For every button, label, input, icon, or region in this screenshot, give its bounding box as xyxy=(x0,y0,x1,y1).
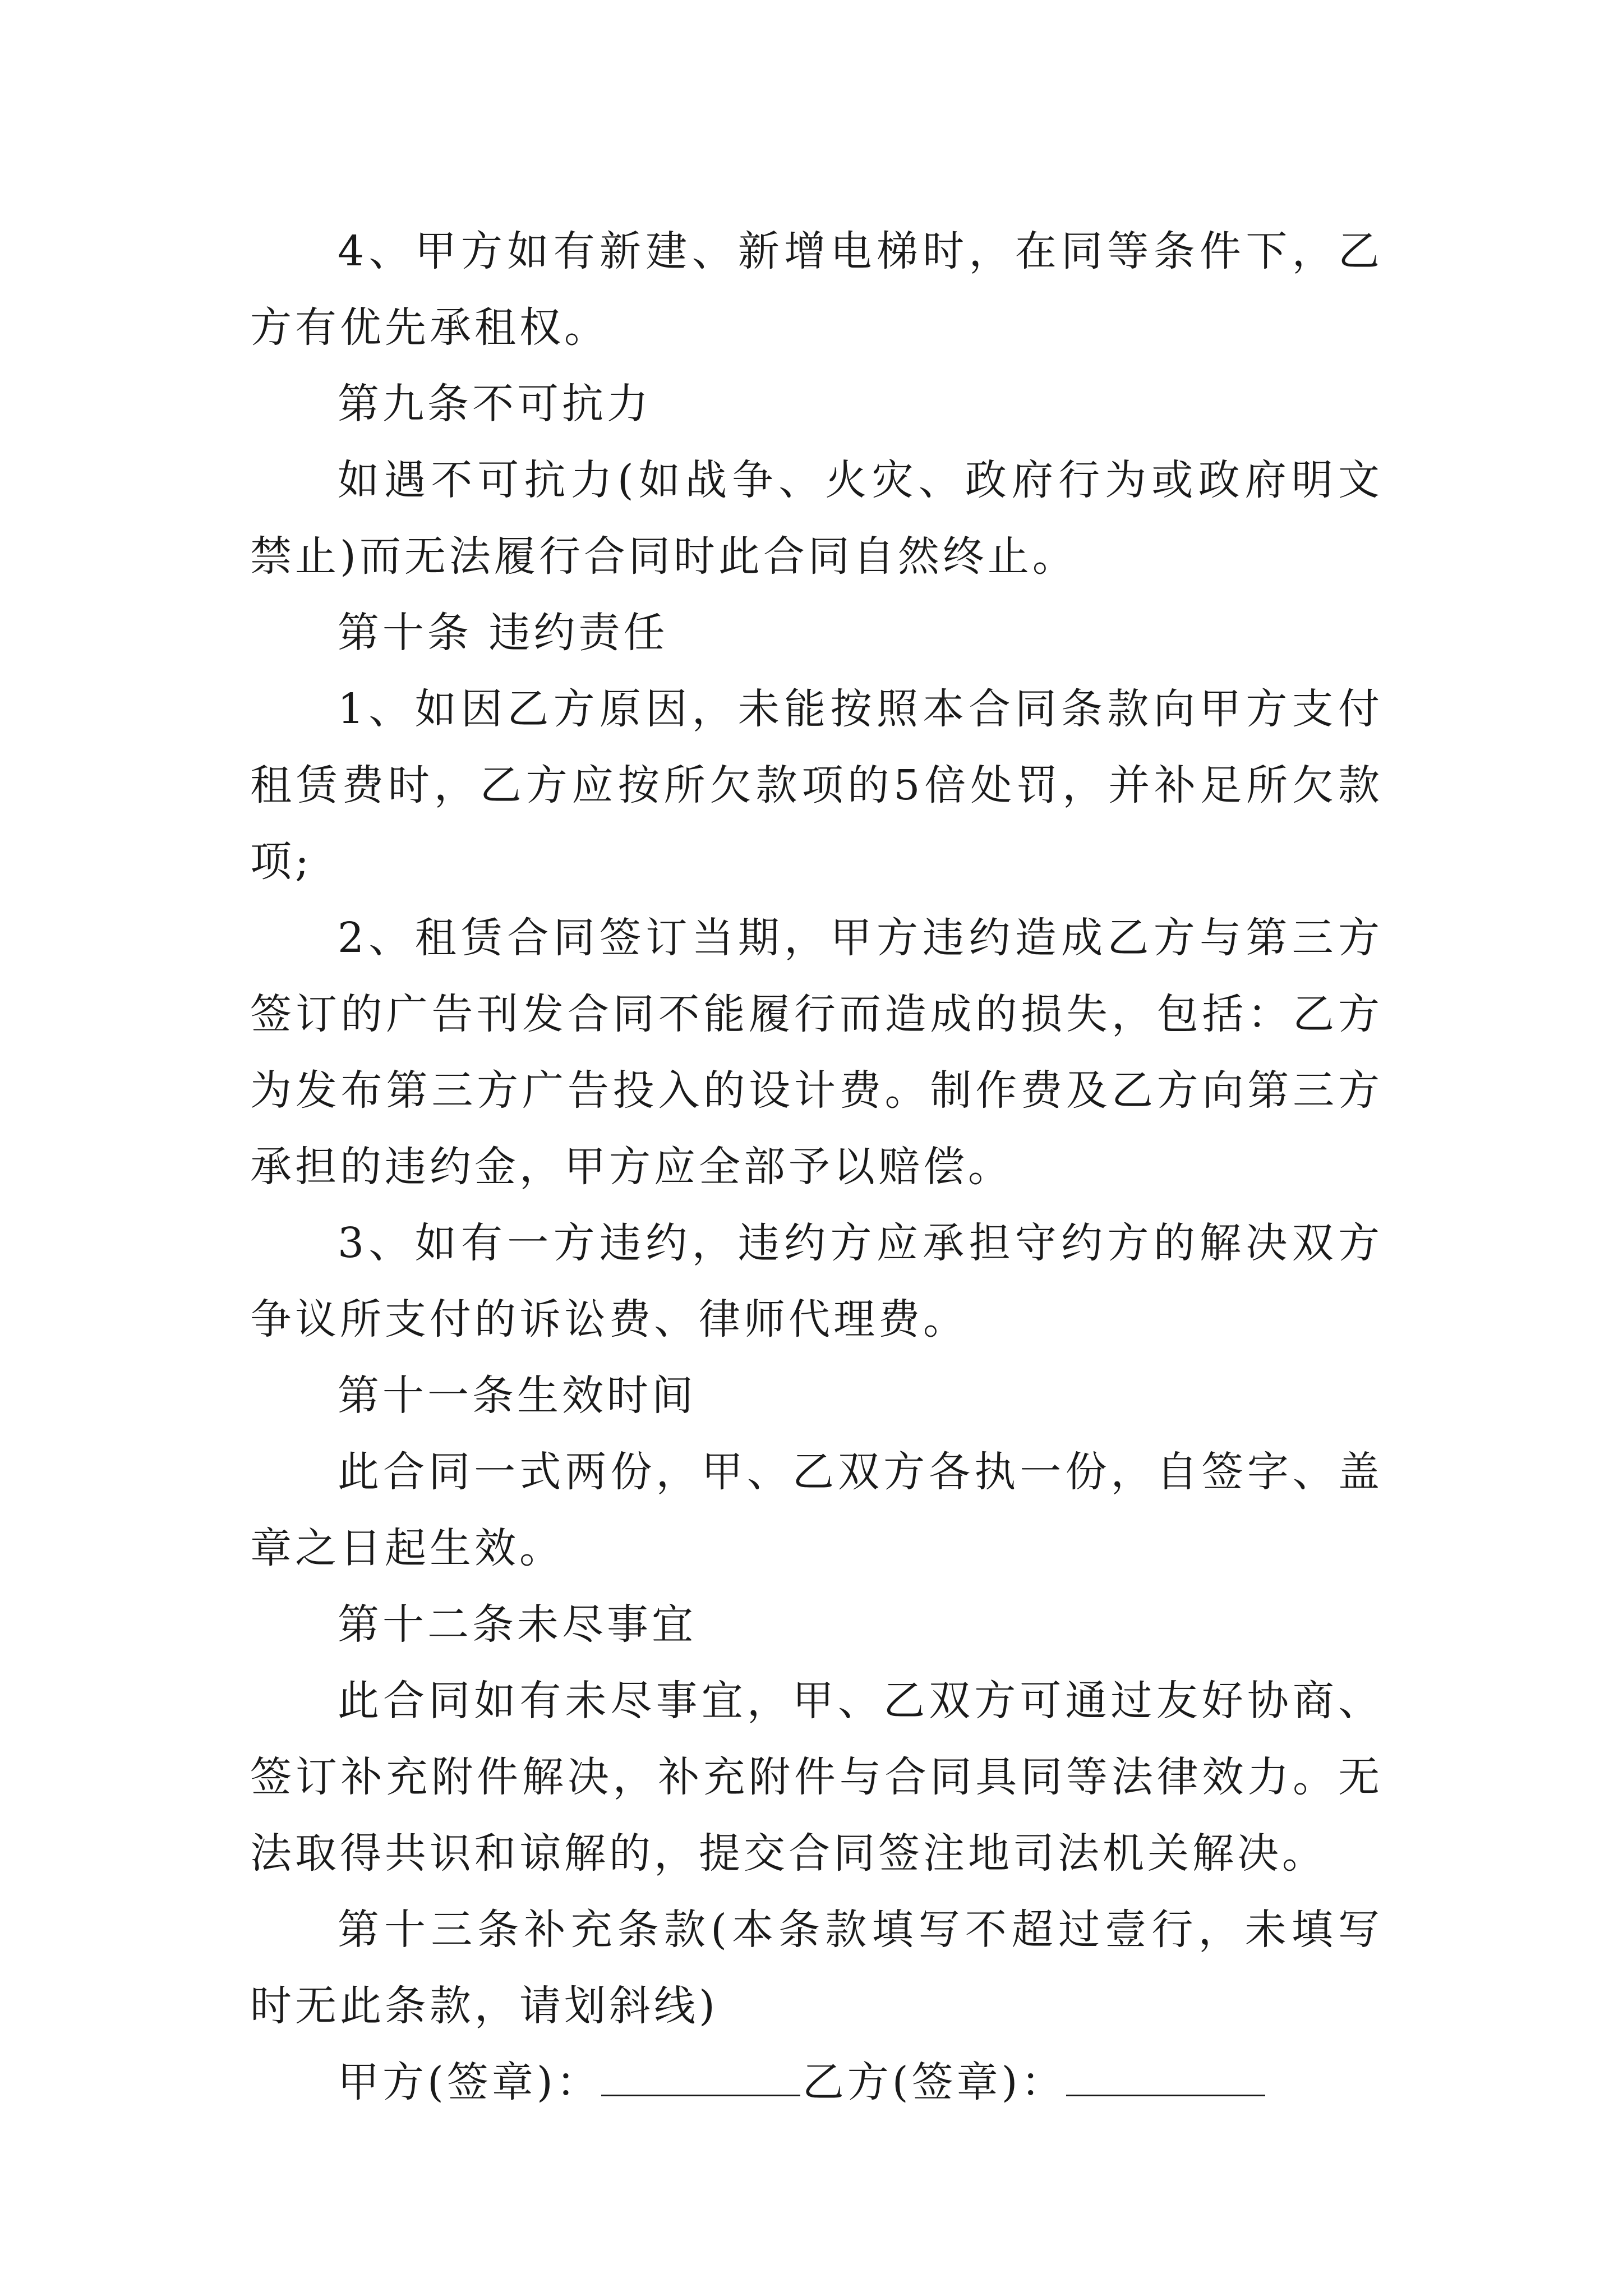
article-heading: 第十条 违约责任 xyxy=(338,609,668,657)
clause-paragraph: 4、甲方如有新建、新增电梯时，在同等条件下，乙方有优先承租权。 xyxy=(250,227,1383,352)
article-heading: 第十二条未尽事宜 xyxy=(338,1600,697,1649)
clause-paragraph: 1、如因乙方原因，未能按照本合同条款向甲方支付租赁费时，乙方应按所欠款项的5倍处罚，并补足所欠款项; xyxy=(250,685,1383,886)
article-heading: 第九条不可抗力 xyxy=(338,380,652,428)
clause-paragraph: 2、租赁合同签订当期，甲方违约造成乙方与第三方签订的广告刊发合同不能履行而造成的损失，包括：乙方为发布第三方广告投入的设计费。制作费及乙方向第三方承担的违约金，甲方应全部予以赔偿。 xyxy=(250,914,1383,1191)
party-b-signature-label: 乙方(签章)： xyxy=(802,2058,1066,2106)
clause-paragraph: 如遇不可抗力(如战争、火灾、政府行为或政府明文禁止)而无法履行合同时此合同自然终止。 xyxy=(250,456,1383,581)
clause-paragraph: 3、如有一方违约，违约方应承担守约方的解决双方争议所支付的诉讼费、律师代理费。 xyxy=(250,1219,1383,1343)
document-page xyxy=(250,213,1383,2120)
party-a-signature-label: 甲方(签章)： xyxy=(338,2058,601,2106)
article-heading: 第十一条生效时间 xyxy=(338,1372,697,1420)
clause-paragraph: 此合同一式两份，甲、乙双方各执一份，自签字、盖章之日起生效。 xyxy=(250,1448,1383,1572)
party-b-signature-blank xyxy=(1066,2061,1265,2096)
clause-paragraph: 此合同如有未尽事宜，甲、乙双方可通过友好协商、签订补充附件解决，补充附件与合同具同等法律效力。无法取得共识和谅解的，提交合同签注地司法机关解决。 xyxy=(250,1677,1383,1878)
signature-line xyxy=(250,2044,1383,2120)
party-a-signature-blank xyxy=(601,2061,800,2096)
clause-paragraph: 第十三条补充条款(本条款填写不超过壹行，未填写时无此条款，请划斜线) xyxy=(250,1906,1383,2030)
